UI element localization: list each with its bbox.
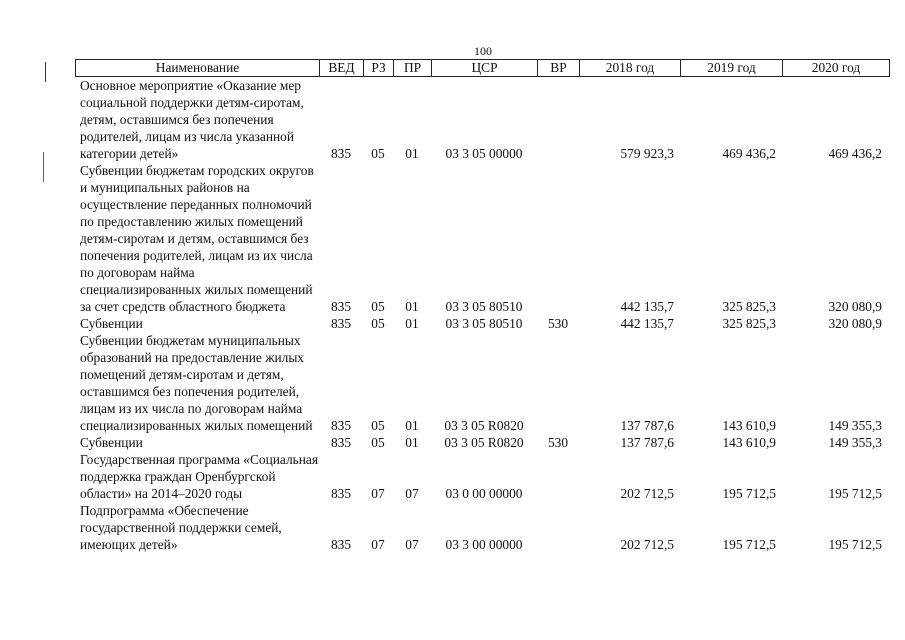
row-2020: 195 712,5 [828, 537, 882, 552]
row-rz: 05 [371, 299, 385, 314]
header-2020: 2020 год [811, 60, 861, 75]
row-2020: 469 436,2 [828, 146, 882, 161]
header-pr: ПР [394, 60, 432, 76]
row-2018: 202 712,5 [620, 537, 674, 552]
table-row [75, 162, 890, 315]
row-rz: 05 [371, 435, 385, 450]
row-ved: 835 [330, 418, 352, 433]
row-name: Субвенции [80, 435, 143, 450]
row-pr: 07 [405, 537, 419, 552]
row-pr: 01 [405, 316, 419, 331]
row-2019: 325 825,3 [722, 316, 776, 331]
row-2018: 202 712,5 [620, 486, 674, 501]
row-csr: 03 3 05 R0820 [444, 418, 524, 433]
row-name: Субвенции [80, 316, 143, 331]
header-csr: ЦСР [432, 60, 538, 76]
row-rz: 05 [371, 146, 385, 161]
row-csr: 03 0 00 00000 [445, 486, 523, 501]
row-name: Основное мероприятие «Оказание мер социальной поддержки детям-сиротам, детям, оставшимся без попечения родителей, лицам из числа указанной категории детей» [80, 78, 304, 161]
row-rz: 05 [371, 316, 385, 331]
row-rz: 05 [371, 418, 385, 433]
row-name: Субвенции бюджетам муниципальных образований на предоставление жилых помещений детям-сиротам и детям, оставшимся без попечения родителей, лицам из их числа по договорам найма специализированных жилых помещений [80, 333, 313, 433]
row-2019: 143 610,9 [722, 435, 776, 450]
table-header [75, 59, 890, 77]
row-ved: 835 [330, 537, 352, 552]
table-row [75, 77, 890, 162]
row-csr: 03 3 05 80510 [445, 299, 523, 314]
row-2018: 137 787,6 [620, 418, 674, 433]
row-csr: 03 3 05 80510 [445, 316, 523, 331]
row-2019: 195 712,5 [722, 486, 776, 501]
header-name: Наименование [76, 60, 320, 76]
header-2018: 2018 год [580, 60, 681, 76]
row-rz: 07 [371, 537, 385, 552]
row-ved: 835 [330, 486, 352, 501]
row-2019: 469 436,2 [722, 146, 776, 161]
row-2018: 579 923,3 [620, 146, 674, 161]
scan-artifact-line [43, 152, 44, 182]
row-2018: 442 135,7 [620, 316, 674, 331]
row-ved: 835 [330, 299, 352, 314]
row-2020: 149 355,3 [828, 418, 882, 433]
row-ved: 835 [330, 435, 352, 450]
scan-artifact-line [45, 62, 46, 82]
table-row [75, 502, 890, 553]
table-row [75, 332, 890, 434]
row-pr: 01 [405, 418, 419, 433]
row-rz: 07 [371, 486, 385, 501]
table-row [75, 315, 890, 332]
row-2020: 320 080,9 [828, 316, 882, 331]
header-2019: 2019 год [681, 60, 783, 76]
row-pr: 01 [405, 435, 419, 450]
row-pr: 07 [405, 486, 419, 501]
row-csr: 03 3 05 00000 [445, 146, 523, 161]
row-name: Субвенции бюджетам городских округов и муниципальных районов на осуществление переданных полномочий по предоставлению жилых помещений детям-сиротам и детям, оставшимся без попечения родителей, лицам из их числа по договорам найма специализированных жилых помещений за счет средств областного бюджета [80, 163, 314, 314]
row-2018: 137 787,6 [620, 435, 674, 450]
row-name: Государственная программа «Социальная поддержка граждан Оренбургской области» на 2014–2020 годы [80, 452, 319, 501]
header-rz: РЗ [364, 60, 394, 76]
row-vr: 530 [547, 316, 569, 331]
row-name: Подпрограмма «Обеспечение государственной поддержки семей, имеющих детей» [80, 503, 282, 552]
header-vr: ВР [538, 60, 580, 76]
row-vr: 530 [547, 435, 569, 450]
row-ved: 835 [330, 146, 352, 161]
table-row [75, 434, 890, 451]
row-pr: 01 [405, 299, 419, 314]
row-2019: 325 825,3 [722, 299, 776, 314]
row-2020: 320 080,9 [828, 299, 882, 314]
table-row [75, 451, 890, 502]
row-2020: 149 355,3 [828, 435, 882, 450]
header-ved: ВЕД [320, 60, 364, 76]
row-2018: 442 135,7 [620, 299, 674, 314]
budget-table [75, 59, 890, 553]
page-number: 100 [474, 44, 492, 58]
row-2019: 195 712,5 [722, 537, 776, 552]
row-csr: 03 3 05 R0820 [444, 435, 524, 450]
row-2019: 143 610,9 [722, 418, 776, 433]
row-ved: 835 [330, 316, 352, 331]
row-pr: 01 [405, 146, 419, 161]
row-2020: 195 712,5 [828, 486, 882, 501]
row-csr: 03 3 00 00000 [445, 537, 523, 552]
